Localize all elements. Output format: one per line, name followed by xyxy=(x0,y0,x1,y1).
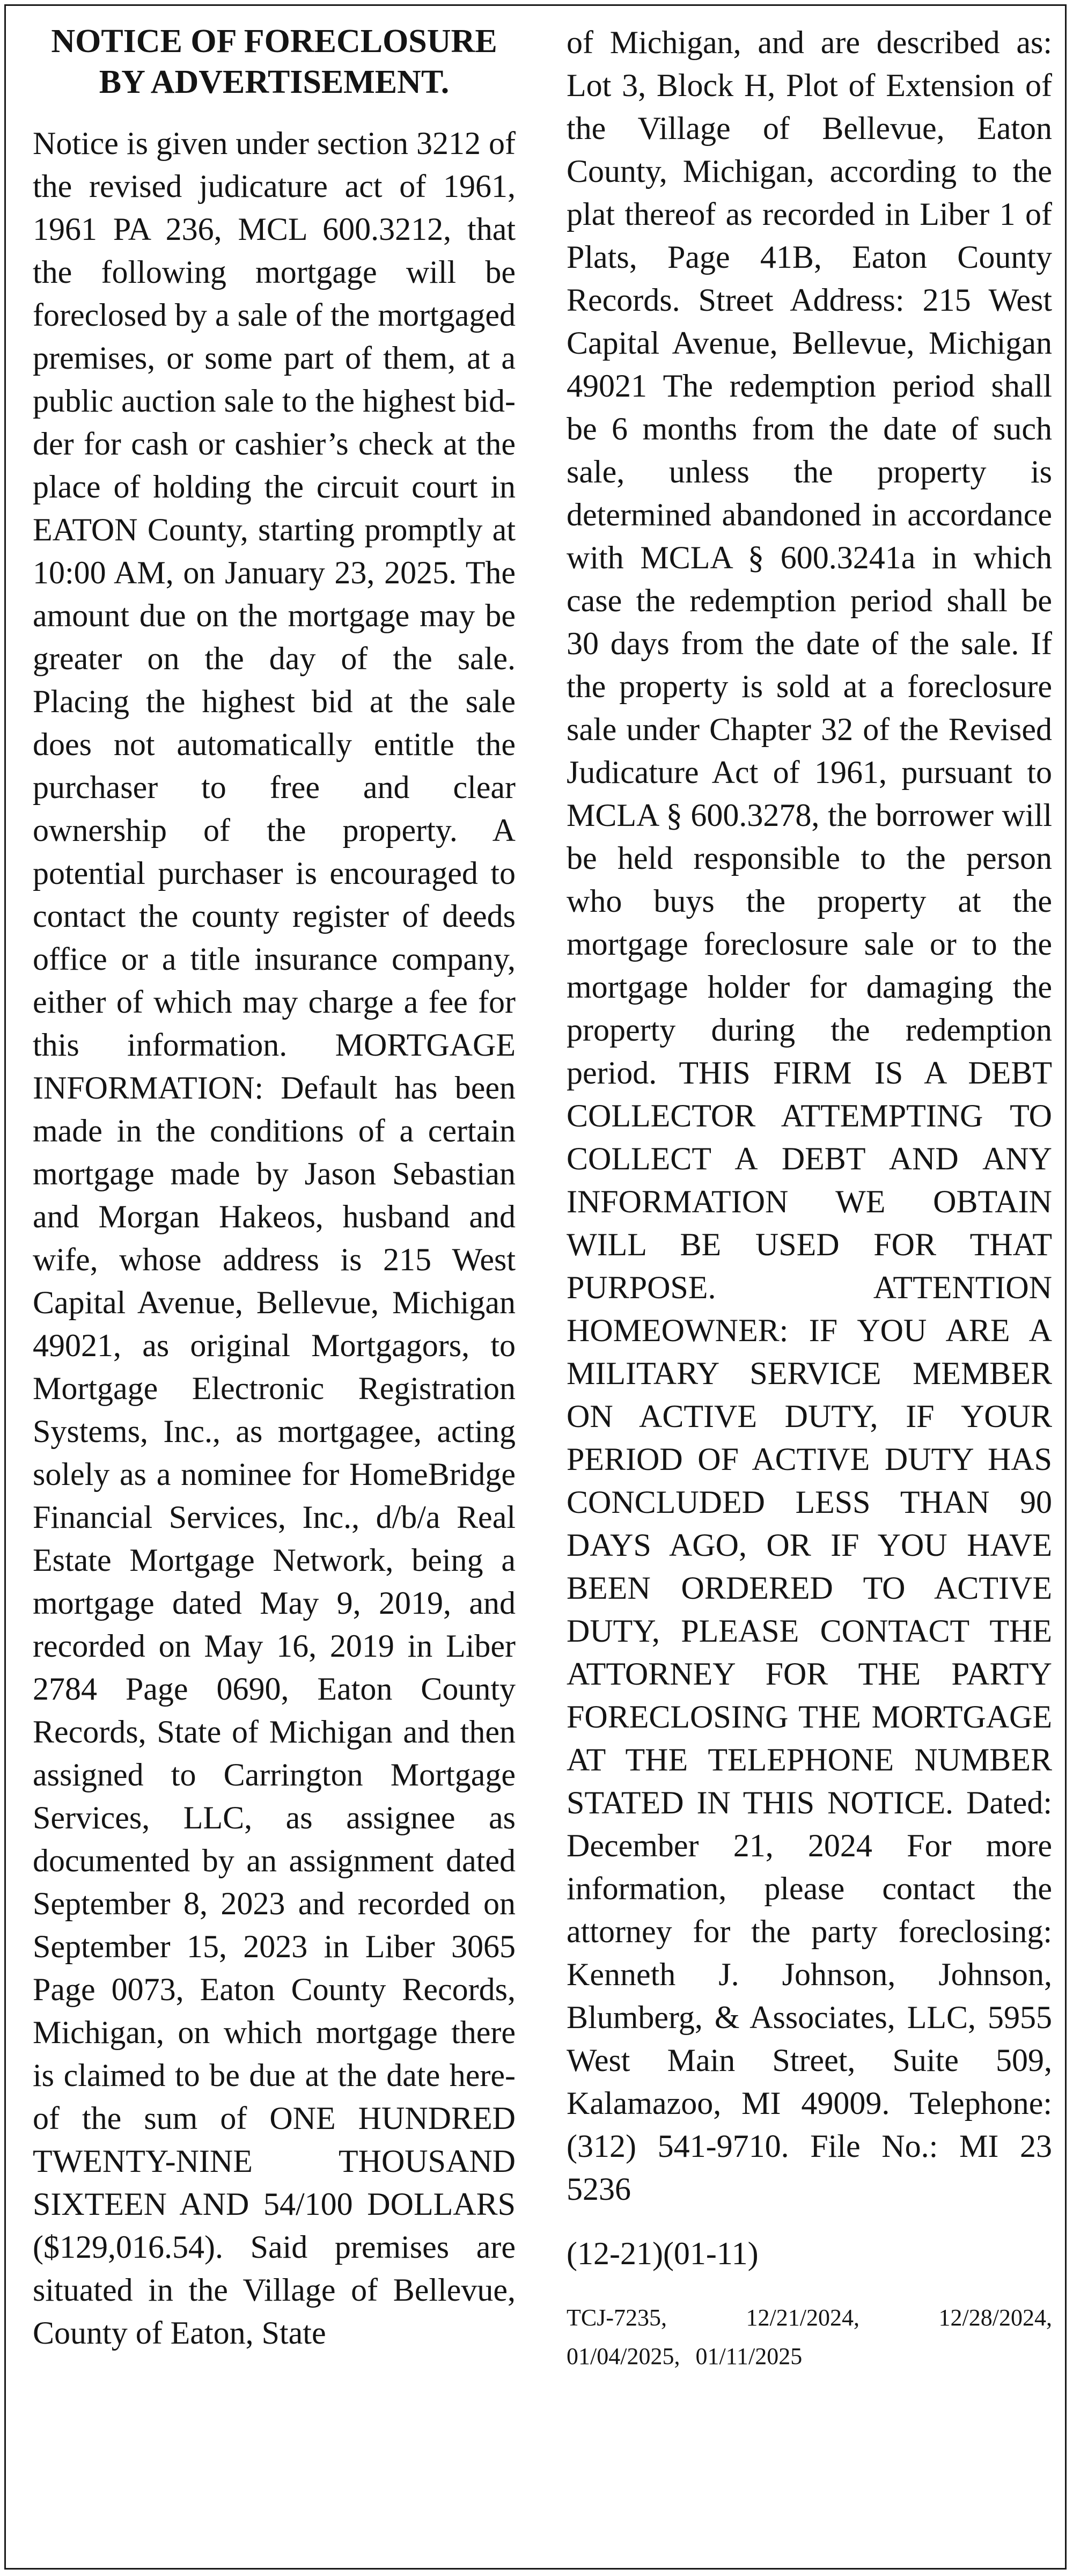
publication-dates-code: (12-21)(01-11) xyxy=(567,2236,759,2271)
notice-frame xyxy=(4,4,1067,2570)
title-line-1: NOTICE OF FORECLOSURE xyxy=(51,23,497,60)
left-column xyxy=(33,21,516,2354)
notice-title xyxy=(33,21,516,103)
notice-body-right: of Michigan, and are described as: Lot 3, Block H, Plot of Extension of the Village of Bellevue, Eaton County, Michigan, according to the plat thereof as recorded in Liber 1 of Plats, Page 41B, Eaton County Records. Street Address: 215 West Capital Avenue, Bellevue, Michigan 49021 The redemption period shall be 6 months from the date of such sale, unless the property is determined abandoned in accordance with MCLA § 600.3241a in which case the redemption period shall be 30 days from the date of the sale. If the property is sold at a foreclosure sale under Chapter 32 of the Revised Judicature Act of 1961, pursuant to MCLA § 600.3278, the borrower will be held responsible to the person who buys the property at the mortgage foreclosure sale or to the mortgage holder for damaging the property during the redemption period. THIS FIRM IS A DEBT COLLECTOR ATTEMPTING TO COLLECT A DEBT AND ANY INFORMATION WE OBTAIN WILL BE USED FOR THAT PURPOSE. ATTENTION HOMEOWNER: IF YOU ARE A MILITARY SERVICE MEMBER ON ACTIVE DUTY, IF YOUR PERIOD OF ACTIVE DUTY HAS CONCLUDED LESS THAN 90 DAYS AGO, OR IF YOU HAVE BEEN ORDERED TO ACTIVE DUTY, PLEASE CONTACT THE ATTORNEY FOR THE PARTY FORECLOSING THE MORTGAGE AT THE TELEPHONE NUMBER STATED IN THIS NOTICE. Dated: December 21, 2024 For more information, please contact the attorney for the party foreclosing: Kenneth J. Johnson, Johnson, Blumberg, & Associates, LLC, 5955 West Main Street, Suite 509, Kalamazoo, MI 49009. Telephone: (312) 541-9710. File No.: MI 23 5236 xyxy=(567,25,1052,2207)
right-column xyxy=(567,21,1052,2376)
title-line-2: BY ADVERTISEMENT. xyxy=(99,64,450,100)
publication-line: TCJ-7235, 12/21/2024, 12/28/2024, 01/04/2025, 01/11/2025 xyxy=(567,2304,1052,2369)
notice-body-left: Notice is given under section 3212 of the revised judicature act of 1961, 1961 PA 236, MCL 600.3212, that the following mortgage will be foreclosed by a sale of the mortgaged premises, or some part of them, at a public auction sale to the highest bidder for cash or cashier’s check at the place of holding the circuit court in EATON County, starting promptly at 10:00 AM, on January 23, 2025. The amount due on the mortgage may be greater on the day of the sale. Placing the highest bid at the sale does not automatically entitle the purchaser to free and clear ownership of the property. A potential purchaser is encouraged to contact the county register of deeds office or a title insurance company, either of which may charge a fee for this information. MORTGAGE INFORMATION: Default has been made in the conditions of a certain mortgage made by Jason Sebastian and Morgan Hakeos, husband and wife, whose address is 215 West Capital Avenue, Bellevue, Michigan 49021, as original Mortgagors, to Mortgage Electronic Registration Systems, Inc., as mortgagee, acting solely as a nominee for HomeBridge Financial Services, Inc., d/b/a Real Estate Mortgage Network, being a mortgage dated May 9, 2019, and recorded on May 16, 2019 in Liber 2784 Page 0690, Eaton County Records, State of Michigan and then assigned to Carrington Mortgage Services, LLC, as assignee as documented by an assignment dated September 8, 2023 and recorded on September 15, 2023 in Liber 3065 Page 0073, Eaton County Records, Michigan, on which mortgage there is claimed to be due at the date hereof the sum of ONE HUNDRED TWENTY-NINE THOUSAND SIXTEEN AND 54/100 DOLLARS ($129,016.54). Said premises are situated in the Village of Bellevue, County of Eaton, State xyxy=(33,126,516,2351)
